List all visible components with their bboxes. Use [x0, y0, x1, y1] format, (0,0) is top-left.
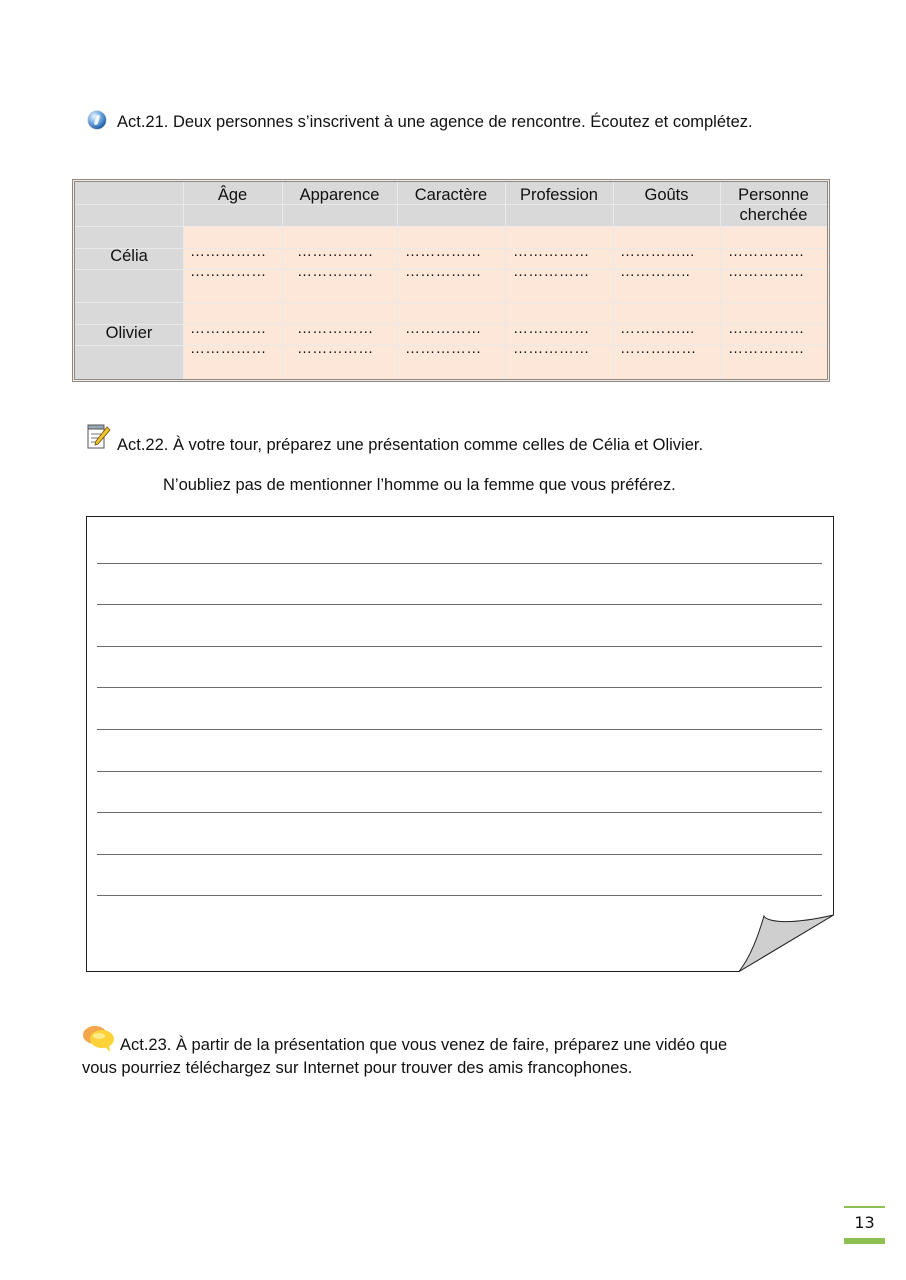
writing-line [97, 687, 822, 688]
writing-line [97, 812, 822, 813]
writing-line [97, 604, 822, 605]
writing-line [97, 563, 822, 564]
table-col-sep [505, 182, 506, 379]
notepad-pencil-icon [87, 424, 111, 450]
celia-personne-line2: …………… [728, 263, 805, 280]
act21-instruction: Act.21. Deux personnes s’inscrivent à une agence de rencontre. Écoutez et complétez. [117, 113, 753, 131]
olivier-age-line2: …………… [190, 340, 267, 357]
olivier-personne-line1: …………… [728, 320, 805, 337]
audio-cd-icon [88, 111, 106, 129]
olivier-profession-line2: …………… [513, 340, 590, 357]
writing-box-frame [86, 516, 834, 972]
table-row-sep [75, 226, 827, 227]
table-row-sep [75, 302, 827, 303]
header-personne: Personne [738, 186, 809, 204]
olivier-age-line1: …………… [190, 320, 267, 337]
header-caractere: Caractère [414, 186, 488, 204]
celia-gouts-line2: ………….. [620, 263, 691, 280]
olivier-caractere-line1: …………… [405, 320, 482, 337]
olivier-apparence-line2: …………… [297, 340, 374, 357]
table-col-sep [613, 182, 614, 379]
header-apparence: Apparence [299, 186, 380, 204]
writing-line [97, 854, 822, 855]
olivier-caractere-line2: …………… [405, 340, 482, 357]
act23-instruction-line1: Act.23. À partir de la présentation que vous venez de faire, préparez une vidéo que [120, 1036, 728, 1054]
celia-profession-line1: …………… [513, 243, 590, 260]
celia-apparence-line2: …………… [297, 263, 374, 280]
header-age: Âge [217, 186, 248, 204]
celia-profession-line2: …………… [513, 263, 590, 280]
writing-line [97, 729, 822, 730]
writing-area[interactable] [86, 516, 834, 972]
olivier-profession-line1: …………… [513, 320, 590, 337]
row-name-olivier: Olivier [105, 324, 153, 342]
table-col-sep [282, 182, 283, 379]
listening-table [72, 179, 830, 382]
celia-personne-line1: …………… [728, 243, 805, 260]
speech-bubbles-icon [82, 1024, 116, 1052]
header-profession: Profession [520, 186, 598, 204]
header-cherchee: cherchée [739, 206, 808, 224]
act22-instruction: Act.22. À votre tour, préparez une présentation comme celles de Célia et Olivier. [117, 436, 704, 454]
table-col-sep [397, 182, 398, 379]
act23-instruction-line2: vous pourriez téléchargez sur Internet pour trouver des amis francophones. [82, 1059, 633, 1077]
celia-caractere-line2: …………… [405, 263, 482, 280]
olivier-apparence-line1: …………… [297, 320, 374, 337]
row-name-celia: Célia [110, 247, 148, 265]
olivier-personne-line2: …………… [728, 340, 805, 357]
celia-age-line2: …………… [190, 263, 267, 280]
table-name-column-bg [75, 182, 183, 379]
celia-apparence-line1: …………… [297, 243, 374, 260]
olivier-gouts-line1: …………... [620, 320, 695, 337]
celia-age-line1: …………… [190, 243, 267, 260]
writing-line [97, 771, 822, 772]
celia-gouts-line1: …………... [620, 243, 695, 260]
act22-sub-instruction: N’oubliez pas de mentionner l’homme ou la femme que vous préférez. [163, 476, 676, 494]
writing-line [97, 646, 822, 647]
page-number: 13 [844, 1206, 885, 1244]
olivier-gouts-line2: …………… [620, 340, 697, 357]
header-gouts: Goûts [644, 186, 689, 204]
writing-line [97, 895, 822, 896]
table-col-sep [183, 182, 184, 379]
celia-caractere-line1: …………… [405, 243, 482, 260]
